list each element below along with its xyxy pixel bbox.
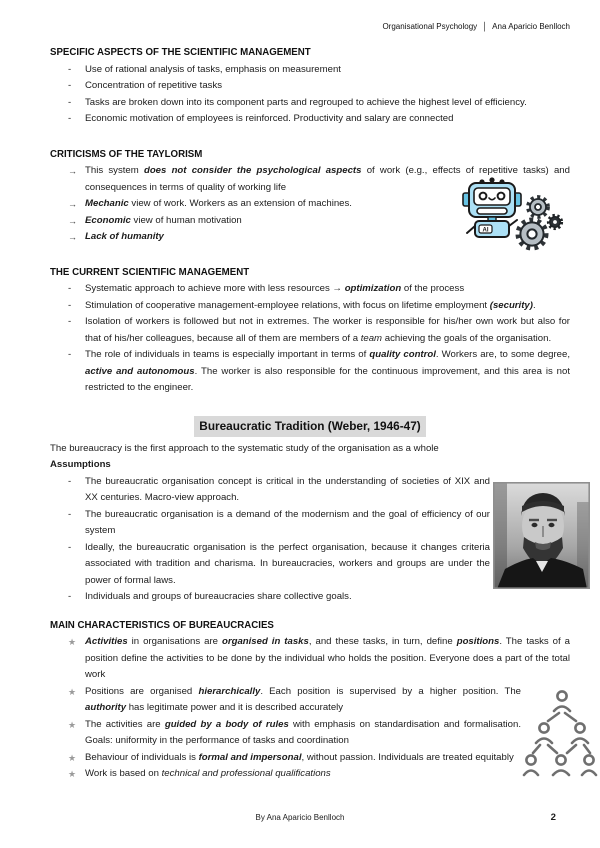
list-item-text: Ideally, the bureaucratic organisation is the perfect organisation, because it changes criteria associated with tradition and charisma. In bureaucracies, workers and groups are under the power of formal laws. <box>85 541 490 586</box>
list-item <box>50 281 570 298</box>
assumptions-list <box>50 474 570 606</box>
section-main-title: Bureaucratic Tradition (Weber, 1946-47) <box>194 416 425 437</box>
person-mid-left <box>536 723 552 743</box>
person-bottom-mid <box>553 755 569 775</box>
list-item <box>50 634 570 684</box>
bullet-marker: - <box>68 541 72 553</box>
page-footer <box>0 812 600 824</box>
list-item-text: Mechanic view of work. Workers as an extension of machines. <box>85 198 352 209</box>
bullet-marker: - <box>68 316 72 327</box>
gear-large <box>518 220 546 248</box>
list-item-text: Behaviour of individuals is formal and impersonal, without passion. Individuals are treated equitably <box>85 751 514 763</box>
bureaucratic-title-row <box>50 416 570 437</box>
star-list <box>50 634 570 783</box>
bullet-marker: ★ <box>68 686 77 697</box>
list-item-text: Tasks are broken down into its component parts and regrouped to achieve the highest level of efficiency. <box>85 96 527 108</box>
list-item <box>50 766 570 783</box>
section-title: MAIN CHARACTERISTICS OF BUREAUCRACIES <box>50 619 274 631</box>
bullet-list <box>50 62 570 128</box>
bullet-marker: - <box>68 475 72 487</box>
bullet-marker: ★ <box>68 769 77 779</box>
list-item-text: Use of rational analysis of tasks, emphasis on measurement <box>85 63 341 75</box>
bullet-marker: - <box>68 80 72 91</box>
list-item <box>50 589 570 606</box>
bullet-marker: ★ <box>68 637 77 647</box>
bullet-marker: → <box>68 215 77 226</box>
list-item <box>50 78 570 95</box>
list-item-text: Economic motivation of employees is reinforced. Productivity and salary are connected <box>85 113 454 124</box>
gears-icon <box>514 194 566 259</box>
bullet-marker: → <box>68 166 77 176</box>
list-item-text: Individuals and groups of bureaucracies share collective goals. <box>85 591 352 602</box>
bullet-marker: - <box>68 349 72 360</box>
gear-small <box>549 216 562 229</box>
bullet-marker: → <box>68 199 77 209</box>
person-mid-right <box>572 723 588 743</box>
assumptions-heading: Assumptions <box>50 459 111 470</box>
list-item-text: The activities are guided by a body of rules with emphasis on standardisation and formalisation. Goals: uniformity in the performance of tasks and coordination <box>85 718 521 746</box>
header-separator: │ <box>482 22 488 31</box>
page-number: 2 <box>550 812 556 823</box>
header-author: Ana Aparicio Benlloch <box>492 22 570 31</box>
list-item-text: Systematic approach to achieve more with less resources → optimization of the process <box>85 283 465 294</box>
list-item-text: Economic view of human motivation <box>85 214 242 226</box>
robot-chest-label: AI <box>482 227 489 234</box>
bullet-marker: - <box>68 299 72 311</box>
org-chart-icon <box>522 687 598 789</box>
person-bottom-left <box>524 755 538 775</box>
bullet-marker: - <box>68 96 72 108</box>
list-item <box>50 111 570 128</box>
person-bottom-right <box>582 755 596 775</box>
bureaucracy-intro: The bureaucracy is the first approach to the systematic study of the organisation as a whole <box>50 442 439 454</box>
list-item <box>50 62 570 79</box>
section-title: CRITICISMS OF THE TAYLORISM <box>50 148 203 160</box>
footer-byline: By Ana Aparicio Benlloch <box>255 813 345 822</box>
list-item <box>50 684 570 717</box>
list-item <box>50 347 570 397</box>
list-item <box>50 540 570 590</box>
bullet-marker: ★ <box>68 752 77 763</box>
list-item-text: Positions are organised hierarchically. Each position is supervised by a higher position. The authority has legitimate power and it is described accurately <box>85 685 522 713</box>
section-specific-aspects <box>50 45 570 128</box>
list-item-text: The role of individuals in teams is especially important in terms of quality control. Workers are, to some degree, active and autonomous. The worker is also responsible for the continuous improvement, and this area is not restricted to the engineer. <box>85 349 571 393</box>
bullet-marker: - <box>68 63 72 75</box>
list-item-text: The bureaucratic organisation is a demand of the modernism and the goal of efficiency of our system <box>85 508 490 536</box>
gear-medium <box>528 197 547 216</box>
list-item-text: Lack of humanity <box>85 231 164 242</box>
list-item-text: This system does not consider the psychological aspects of work (e.g., effects of repetitive tasks) and consequences in terms of quality of working life <box>85 165 570 193</box>
bullet-marker: → <box>68 232 77 242</box>
list-item-text: The bureaucratic organisation concept is critical in the understanding of societies of XIX and XX centuries. Macro-view approach. <box>85 475 490 503</box>
list-item <box>50 750 570 767</box>
list-item <box>50 95 570 112</box>
bullet-marker: - <box>68 591 72 602</box>
list-item <box>50 474 570 507</box>
list-item <box>50 298 570 315</box>
bullet-marker: ★ <box>68 719 77 730</box>
person-top <box>554 691 570 711</box>
list-item <box>50 314 570 347</box>
header-course: Organisational Psychology <box>382 22 478 31</box>
section-main-characteristics <box>50 618 570 783</box>
list-item <box>50 507 570 540</box>
bullet-marker: - <box>68 508 72 520</box>
list-item-text: Activities in organisations are organised in tasks, and these tasks, in turn, define positions. The tasks of a position define the activities to be done by the individual who holds the position. Everyone does a part of the total work <box>85 636 571 680</box>
list-item-text: Concentration of repetitive tasks <box>85 80 223 91</box>
bullet-list <box>50 281 570 397</box>
list-item-text: Work is based on technical and professional qualifications <box>85 768 331 779</box>
bullet-marker: - <box>68 283 72 294</box>
bullet-marker: - <box>68 113 72 124</box>
list-item <box>50 717 570 750</box>
section-title: THE CURRENT SCIENTIFIC MANAGEMENT <box>50 266 250 278</box>
list-item-text: Isolation of workers is followed but not in extremes. The worker is responsible for his/her own work but also for that of his/her colleagues, because all of them are members of a team achieving the goals of the organisation. <box>85 316 570 344</box>
section-title: SPECIFIC ASPECTS OF THE SCIENTIFIC MANAGEMENT <box>50 47 311 58</box>
list-item-text: Stimulation of cooperative management-employee relations, with focus on lifetime employment (security). <box>85 299 536 311</box>
page-header <box>50 20 570 33</box>
section-current-management <box>50 265 570 397</box>
max-weber-photo <box>493 482 590 596</box>
